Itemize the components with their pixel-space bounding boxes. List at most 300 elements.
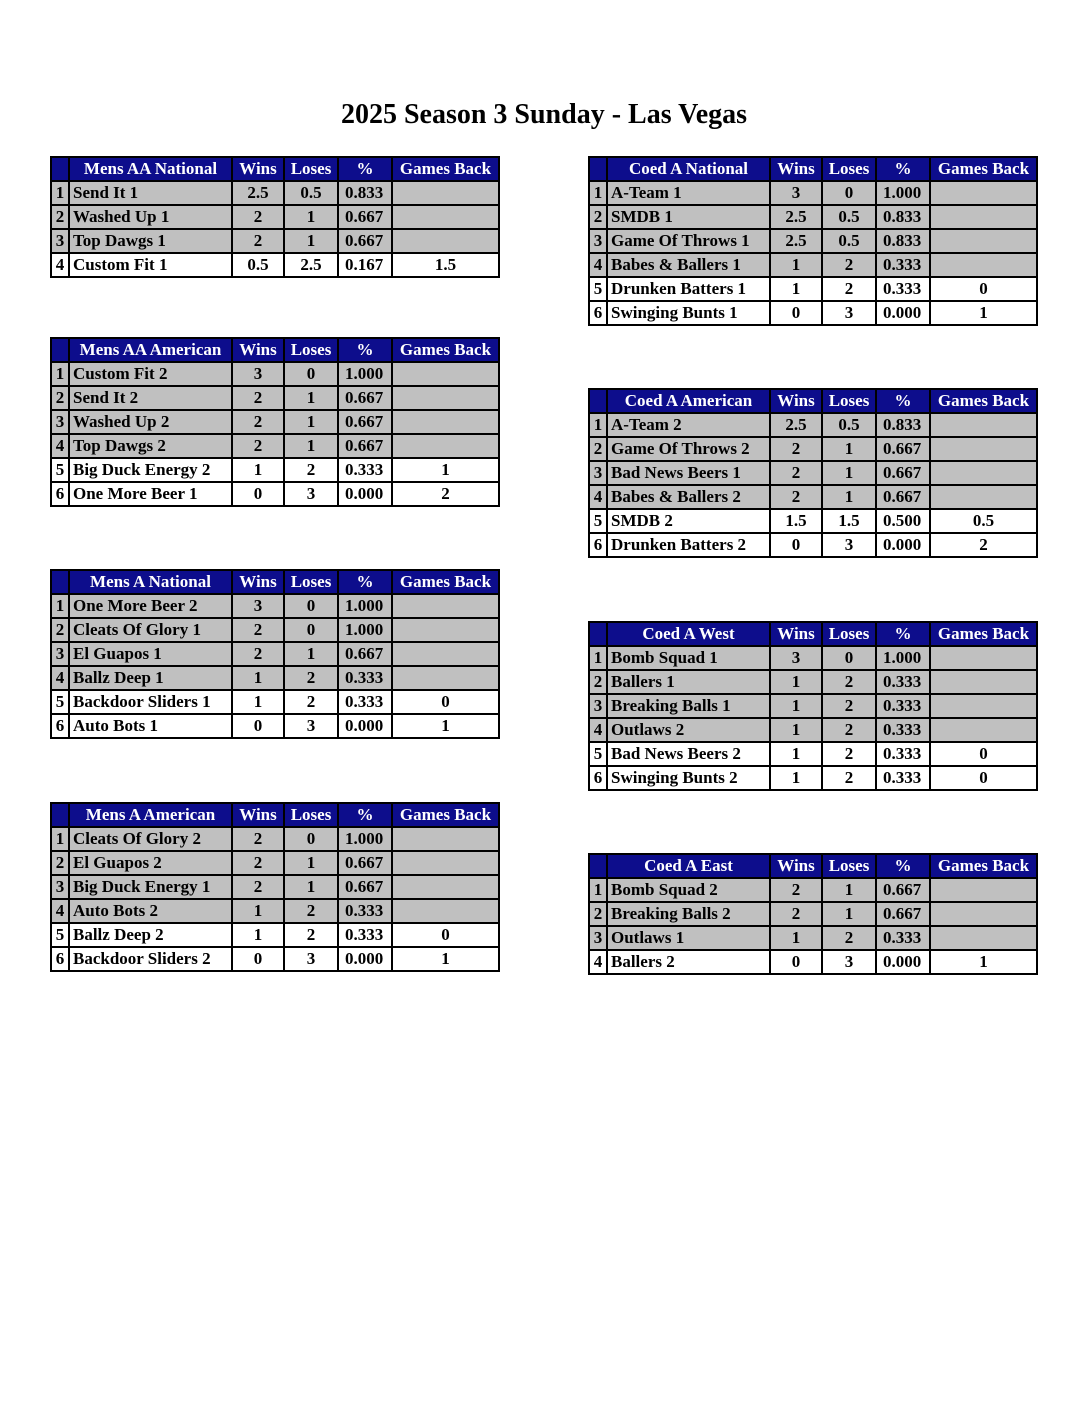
games-back-cell: 0 (392, 923, 499, 947)
loses-header: Loses (284, 803, 338, 827)
wins-cell: 1 (232, 666, 284, 690)
division-name: Mens AA National (69, 157, 232, 181)
games-back-cell (392, 827, 499, 851)
wins-cell: 0 (770, 301, 822, 325)
team-name-cell: Ballz Deep 1 (69, 666, 232, 690)
rank-header (589, 157, 607, 181)
division-table (50, 337, 500, 507)
team-name-cell: One More Beer 2 (69, 594, 232, 618)
team-name-cell: SMDB 2 (607, 509, 770, 533)
loses-cell: 2 (284, 690, 338, 714)
table-row (51, 827, 499, 851)
pct-cell: 1.000 (338, 618, 392, 642)
pct-cell: 0.667 (876, 485, 930, 509)
table-row (51, 482, 499, 506)
division-name: Coed A National (607, 157, 770, 181)
loses-cell: 0.5 (284, 181, 338, 205)
table-row (51, 690, 499, 714)
team-name-cell: El Guapos 2 (69, 851, 232, 875)
games-back-cell (392, 666, 499, 690)
team-name-cell: Auto Bots 2 (69, 899, 232, 923)
rank-cell: 4 (589, 253, 607, 277)
games-back-cell (392, 594, 499, 618)
wins-header: Wins (770, 622, 822, 646)
team-name-cell: Bad News Beers 2 (607, 742, 770, 766)
wins-cell: 1 (232, 458, 284, 482)
table-row (51, 618, 499, 642)
rank-cell: 1 (51, 362, 69, 386)
games-back-header: Games Back (392, 570, 499, 594)
loses-cell: 0.5 (822, 413, 876, 437)
table-row (589, 229, 1037, 253)
games-back-header: Games Back (392, 803, 499, 827)
table-row (51, 875, 499, 899)
pct-header: % (876, 157, 930, 181)
loses-cell: 2 (284, 923, 338, 947)
rank-cell: 3 (589, 694, 607, 718)
division-table (588, 853, 1038, 975)
table-row (51, 386, 499, 410)
pct-cell: 0.000 (338, 482, 392, 506)
team-name-cell: Big Duck Energy 2 (69, 458, 232, 482)
rank-header (51, 803, 69, 827)
division-table (588, 621, 1038, 791)
pct-cell: 0.333 (876, 742, 930, 766)
pct-cell: 0.333 (876, 670, 930, 694)
wins-cell: 1 (770, 694, 822, 718)
rank-cell: 3 (589, 926, 607, 950)
wins-cell: 2.5 (770, 229, 822, 253)
table-row (589, 533, 1037, 557)
games-back-cell (392, 410, 499, 434)
team-name-cell: Game Of Throws 1 (607, 229, 770, 253)
rank-cell: 4 (589, 485, 607, 509)
pct-cell: 0.667 (338, 229, 392, 253)
games-back-cell: 1.5 (392, 253, 499, 277)
rank-cell: 3 (51, 229, 69, 253)
table-row (589, 253, 1037, 277)
pct-cell: 1.000 (338, 362, 392, 386)
games-back-cell (930, 694, 1037, 718)
loses-cell: 2 (822, 742, 876, 766)
games-back-cell (392, 205, 499, 229)
rank-header (51, 570, 69, 594)
rank-cell: 6 (589, 301, 607, 325)
rank-cell: 3 (51, 410, 69, 434)
wins-header: Wins (232, 803, 284, 827)
wins-cell: 0 (232, 714, 284, 738)
team-name-cell: Drunken Batters 1 (607, 277, 770, 301)
loses-header: Loses (284, 338, 338, 362)
table-row (589, 461, 1037, 485)
loses-header: Loses (822, 157, 876, 181)
wins-header: Wins (770, 157, 822, 181)
games-back-cell (392, 875, 499, 899)
pct-cell: 0.667 (876, 878, 930, 902)
team-name-cell: Ballers 2 (607, 950, 770, 974)
division-table (588, 388, 1038, 558)
games-back-header: Games Back (930, 854, 1037, 878)
rank-cell: 1 (51, 594, 69, 618)
table-row (589, 742, 1037, 766)
games-back-cell: 1 (930, 950, 1037, 974)
team-name-cell: Top Dawgs 1 (69, 229, 232, 253)
wins-header: Wins (232, 570, 284, 594)
division-table (50, 569, 500, 739)
rank-cell: 4 (589, 950, 607, 974)
wins-header: Wins (232, 338, 284, 362)
rank-cell: 3 (589, 461, 607, 485)
table-row (589, 485, 1037, 509)
wins-cell: 2 (232, 642, 284, 666)
pct-cell: 0.667 (876, 902, 930, 926)
rank-cell: 2 (589, 670, 607, 694)
table-row (589, 437, 1037, 461)
pct-header: % (876, 389, 930, 413)
table-row (589, 902, 1037, 926)
wins-cell: 1 (770, 277, 822, 301)
games-back-cell: 0 (930, 766, 1037, 790)
pct-cell: 0.333 (338, 458, 392, 482)
games-back-cell: 1 (392, 947, 499, 971)
loses-cell: 0.5 (822, 205, 876, 229)
wins-cell: 0.5 (232, 253, 284, 277)
games-back-cell (392, 229, 499, 253)
team-name-cell: Cleats Of Glory 1 (69, 618, 232, 642)
loses-cell: 1 (284, 434, 338, 458)
table-row (589, 694, 1037, 718)
wins-cell: 2 (232, 410, 284, 434)
team-name-cell: Ballers 1 (607, 670, 770, 694)
table-header-row (51, 157, 499, 181)
games-back-cell: 0 (392, 690, 499, 714)
table-header-row (589, 854, 1037, 878)
team-name-cell: Outlaws 1 (607, 926, 770, 950)
wins-cell: 0 (232, 482, 284, 506)
rank-cell: 4 (51, 899, 69, 923)
pct-header: % (876, 854, 930, 878)
team-name-cell: Top Dawgs 2 (69, 434, 232, 458)
games-back-cell: 0 (930, 277, 1037, 301)
loses-cell: 1 (822, 878, 876, 902)
pct-cell: 0.167 (338, 253, 392, 277)
division-table (588, 156, 1038, 326)
loses-cell: 1 (284, 386, 338, 410)
wins-cell: 2.5 (770, 205, 822, 229)
table-row (589, 766, 1037, 790)
team-name-cell: Bomb Squad 2 (607, 878, 770, 902)
wins-header: Wins (770, 854, 822, 878)
pct-cell: 0.667 (338, 434, 392, 458)
wins-cell: 1 (770, 670, 822, 694)
division-table (50, 802, 500, 972)
loses-cell: 2 (822, 253, 876, 277)
loses-cell: 2 (822, 694, 876, 718)
rank-cell: 2 (589, 437, 607, 461)
games-back-cell (930, 485, 1037, 509)
games-back-cell (392, 642, 499, 666)
games-back-cell (930, 413, 1037, 437)
pct-cell: 0.333 (876, 253, 930, 277)
games-back-cell (392, 181, 499, 205)
pct-cell: 0.000 (338, 947, 392, 971)
loses-cell: 3 (822, 950, 876, 974)
team-name-cell: Big Duck Energy 1 (69, 875, 232, 899)
pct-cell: 0.333 (338, 666, 392, 690)
loses-cell: 1 (284, 410, 338, 434)
games-back-header: Games Back (392, 338, 499, 362)
page-title: 2025 Season 3 Sunday - Las Vegas (340, 99, 748, 130)
games-back-header: Games Back (930, 622, 1037, 646)
rank-cell: 5 (51, 923, 69, 947)
pct-cell: 0.667 (338, 875, 392, 899)
loses-cell: 0 (284, 618, 338, 642)
pct-header: % (338, 570, 392, 594)
rank-cell: 6 (51, 947, 69, 971)
wins-cell: 2 (232, 434, 284, 458)
table-row (51, 458, 499, 482)
rank-cell: 5 (589, 277, 607, 301)
wins-cell: 1 (232, 899, 284, 923)
games-back-cell (930, 205, 1037, 229)
loses-cell: 1 (822, 902, 876, 926)
pct-header: % (876, 622, 930, 646)
wins-cell: 2 (232, 386, 284, 410)
pct-cell: 0.333 (338, 923, 392, 947)
games-back-cell (930, 461, 1037, 485)
loses-cell: 3 (822, 301, 876, 325)
rank-cell: 2 (51, 618, 69, 642)
loses-cell: 0 (822, 181, 876, 205)
rank-cell: 5 (51, 458, 69, 482)
pct-header: % (338, 157, 392, 181)
wins-header: Wins (232, 157, 284, 181)
wins-cell: 0 (770, 950, 822, 974)
pct-header: % (338, 338, 392, 362)
rank-cell: 2 (51, 851, 69, 875)
loses-cell: 3 (284, 947, 338, 971)
pct-cell: 0.333 (876, 277, 930, 301)
wins-cell: 2 (232, 618, 284, 642)
rank-cell: 5 (589, 742, 607, 766)
loses-cell: 1 (284, 205, 338, 229)
rank-cell: 5 (51, 690, 69, 714)
team-name-cell: One More Beer 1 (69, 482, 232, 506)
pct-cell: 0.667 (338, 642, 392, 666)
games-back-cell: 0.5 (930, 509, 1037, 533)
wins-cell: 1 (232, 923, 284, 947)
loses-header: Loses (822, 389, 876, 413)
team-name-cell: Auto Bots 1 (69, 714, 232, 738)
wins-cell: 2 (770, 437, 822, 461)
loses-cell: 3 (284, 482, 338, 506)
pct-cell: 0.667 (876, 437, 930, 461)
loses-cell: 1 (822, 437, 876, 461)
team-name-cell: Cleats Of Glory 2 (69, 827, 232, 851)
rank-header (51, 338, 69, 362)
games-back-cell (930, 229, 1037, 253)
team-name-cell: Ballz Deep 2 (69, 923, 232, 947)
rank-cell: 3 (51, 642, 69, 666)
table-row (589, 509, 1037, 533)
team-name-cell: Send It 2 (69, 386, 232, 410)
loses-cell: 0 (284, 827, 338, 851)
team-name-cell: Backdoor Sliders 2 (69, 947, 232, 971)
games-back-cell (392, 851, 499, 875)
team-name-cell: Custom Fit 1 (69, 253, 232, 277)
pct-cell: 0.333 (338, 899, 392, 923)
table-row (51, 410, 499, 434)
games-back-cell: 2 (930, 533, 1037, 557)
wins-cell: 1 (770, 742, 822, 766)
team-name-cell: Bomb Squad 1 (607, 646, 770, 670)
rank-cell: 2 (51, 386, 69, 410)
rank-cell: 2 (589, 205, 607, 229)
games-back-cell (930, 878, 1037, 902)
games-back-cell (930, 181, 1037, 205)
table-row (589, 205, 1037, 229)
wins-cell: 2 (770, 485, 822, 509)
games-back-cell (392, 899, 499, 923)
pct-cell: 0.000 (876, 301, 930, 325)
pct-cell: 0.000 (876, 533, 930, 557)
wins-cell: 0 (770, 533, 822, 557)
loses-cell: 2 (822, 766, 876, 790)
games-back-cell (930, 926, 1037, 950)
division-table (50, 156, 500, 278)
loses-cell: 1.5 (822, 509, 876, 533)
pct-cell: 0.667 (876, 461, 930, 485)
rank-header (589, 622, 607, 646)
wins-cell: 3 (770, 181, 822, 205)
table-header-row (589, 622, 1037, 646)
games-back-cell (930, 670, 1037, 694)
table-row (51, 851, 499, 875)
table-row (589, 950, 1037, 974)
team-name-cell: Breaking Balls 2 (607, 902, 770, 926)
games-back-header: Games Back (930, 389, 1037, 413)
table-row (51, 947, 499, 971)
table-header-row (589, 389, 1037, 413)
games-back-cell (392, 618, 499, 642)
loses-cell: 3 (284, 714, 338, 738)
loses-cell: 2 (284, 899, 338, 923)
team-name-cell: Breaking Balls 1 (607, 694, 770, 718)
pct-cell: 0.667 (338, 851, 392, 875)
table-row (51, 923, 499, 947)
wins-cell: 2 (232, 851, 284, 875)
pct-cell: 0.000 (338, 714, 392, 738)
wins-cell: 2 (232, 875, 284, 899)
wins-cell: 2 (770, 878, 822, 902)
team-name-cell: A-Team 2 (607, 413, 770, 437)
games-back-cell: 1 (392, 458, 499, 482)
pct-cell: 0.833 (876, 229, 930, 253)
games-back-cell: 1 (930, 301, 1037, 325)
loses-cell: 2 (822, 670, 876, 694)
table-row (51, 253, 499, 277)
pct-cell: 0.667 (338, 386, 392, 410)
rank-cell: 1 (589, 413, 607, 437)
table-row (589, 181, 1037, 205)
team-name-cell: Washed Up 2 (69, 410, 232, 434)
loses-cell: 1 (284, 851, 338, 875)
rank-cell: 6 (51, 714, 69, 738)
pct-cell: 1.000 (876, 181, 930, 205)
games-back-cell (930, 437, 1037, 461)
rank-cell: 6 (589, 766, 607, 790)
loses-cell: 1 (822, 485, 876, 509)
division-name: Mens A American (69, 803, 232, 827)
team-name-cell: Game Of Throws 2 (607, 437, 770, 461)
division-name: Coed A American (607, 389, 770, 413)
table-row (51, 899, 499, 923)
loses-cell: 3 (822, 533, 876, 557)
pct-cell: 0.333 (876, 694, 930, 718)
table-row (589, 878, 1037, 902)
wins-cell: 3 (770, 646, 822, 670)
pct-cell: 0.500 (876, 509, 930, 533)
division-name: Coed A West (607, 622, 770, 646)
rank-cell: 4 (51, 434, 69, 458)
rank-cell: 6 (589, 533, 607, 557)
wins-cell: 2 (232, 827, 284, 851)
division-name: Coed A East (607, 854, 770, 878)
rank-cell: 1 (51, 827, 69, 851)
wins-cell: 1 (770, 253, 822, 277)
table-row (51, 434, 499, 458)
table-row (589, 646, 1037, 670)
table-row (589, 718, 1037, 742)
rank-cell: 1 (51, 181, 69, 205)
team-name-cell: Washed Up 1 (69, 205, 232, 229)
loses-header: Loses (822, 622, 876, 646)
team-name-cell: Send It 1 (69, 181, 232, 205)
table-row (51, 362, 499, 386)
table-row (51, 229, 499, 253)
games-back-cell: 1 (392, 714, 499, 738)
team-name-cell: Backdoor Sliders 1 (69, 690, 232, 714)
division-name: Mens A National (69, 570, 232, 594)
rank-cell: 2 (51, 205, 69, 229)
games-back-cell (392, 362, 499, 386)
table-header-row (51, 338, 499, 362)
wins-cell: 1 (770, 718, 822, 742)
wins-cell: 1.5 (770, 509, 822, 533)
games-back-cell (930, 646, 1037, 670)
rank-cell: 5 (589, 509, 607, 533)
wins-header: Wins (770, 389, 822, 413)
team-name-cell: Custom Fit 2 (69, 362, 232, 386)
wins-cell: 2 (232, 229, 284, 253)
loses-cell: 2 (822, 718, 876, 742)
loses-cell: 1 (284, 875, 338, 899)
pct-header: % (338, 803, 392, 827)
wins-cell: 0 (232, 947, 284, 971)
loses-cell: 1 (822, 461, 876, 485)
table-row (589, 301, 1037, 325)
rank-cell: 6 (51, 482, 69, 506)
rank-cell: 1 (589, 878, 607, 902)
rank-cell: 3 (51, 875, 69, 899)
table-row (51, 714, 499, 738)
division-name: Mens AA American (69, 338, 232, 362)
loses-header: Loses (284, 157, 338, 181)
team-name-cell: El Guapos 1 (69, 642, 232, 666)
games-back-cell: 2 (392, 482, 499, 506)
games-back-cell (930, 718, 1037, 742)
rank-cell: 1 (589, 646, 607, 670)
